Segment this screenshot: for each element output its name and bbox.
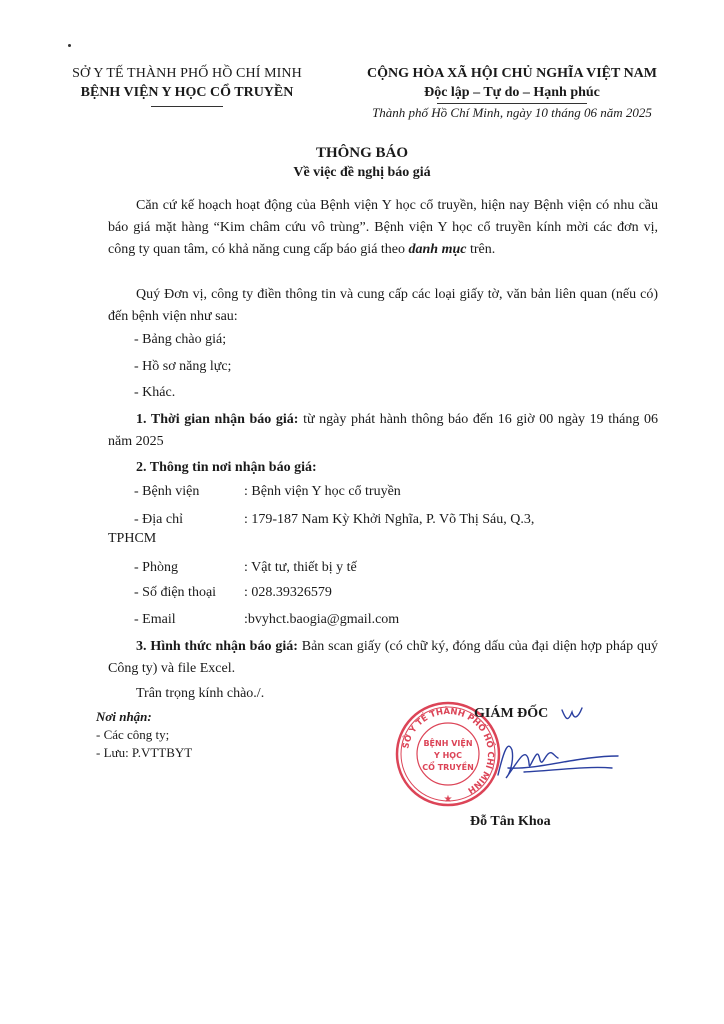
section1-label: 1. Thời gian nhận báo giá: <box>136 412 299 427</box>
request-paragraph <box>108 284 658 328</box>
stamp-center-line: CỔ TRUYỀN <box>422 763 474 772</box>
info-label: - Phòng <box>134 560 178 575</box>
national-header <box>336 66 688 121</box>
doc-item: - Hồ sơ năng lực; <box>134 359 232 374</box>
handwritten-signature-icon <box>468 700 638 810</box>
national-motto: Độc lập – Tự do – Hạnh phúc <box>424 85 600 100</box>
national-name: CỘNG HÒA XÃ HỘI CHỦ NGHĨA VIỆT NAM <box>366 66 657 81</box>
stamp-ring-text: SỞ Y TẾ THÀNH PHỐ HỒ CHÍ MINH <box>401 706 496 796</box>
section-receive-place <box>108 457 658 479</box>
info-label: - Số điện thoại <box>134 585 217 600</box>
signer-name: Đỗ Tân Khoa <box>470 814 551 829</box>
doc-item: - Bảng chào giá; <box>134 332 227 347</box>
svg-text:★: ★ <box>443 794 453 805</box>
recipient-item: - Các công ty; <box>96 727 170 742</box>
intro-paragraph <box>108 195 658 261</box>
section-receive-time <box>108 409 658 453</box>
intro-tail: trên. <box>466 242 496 257</box>
section3-text: Bản scan giấy (có chữ ký, đóng dấu của đại diện hợp pháp quý Công ty) và file Excel. <box>108 639 658 676</box>
address-continuation: TPHCM <box>108 531 157 546</box>
info-value: : Bệnh viện Y học cổ truyền <box>244 484 401 499</box>
issuer-underline <box>151 106 223 107</box>
title-subject: Về việc đề nghị báo giá <box>293 165 431 180</box>
document-title <box>0 145 724 181</box>
info-value: : 028.39326579 <box>244 585 332 600</box>
section3-label: 3. Hình thức nhận báo giá: <box>136 639 298 654</box>
section1-text: từ ngày phát hành thông báo đến 16 giờ 00 ngày 19 tháng 06 năm 2025 <box>108 412 659 449</box>
section-receive-method <box>108 636 658 680</box>
intro-emphasis: danh mục <box>408 242 467 257</box>
section2-label: 2. Thông tin nơi nhận báo giá: <box>136 460 317 475</box>
closing-line: Trân trọng kính chào./. <box>136 686 265 701</box>
info-value: :bvyhct.baogia@gmail.com <box>244 612 400 627</box>
issuer-hospital: BỆNH VIỆN Y HỌC CỔ TRUYỀN <box>80 85 294 100</box>
info-value: : Vật tư, thiết bị y tế <box>244 560 357 575</box>
stamp-center-line: Y HỌC <box>434 751 462 760</box>
info-value: : 179-187 Nam Kỳ Khởi Nghĩa, P. Võ Thị Sáu, Q.3, <box>244 512 535 527</box>
recipients-heading: Nơi nhận: <box>96 709 152 724</box>
info-label: - Bệnh viện <box>134 484 200 499</box>
issuer-header <box>52 66 322 107</box>
stamp-center-line: BỆNH VIỆN <box>423 739 473 748</box>
doc-item: - Khác. <box>134 385 176 400</box>
request-text: Quý Đơn vị, công ty điền thông tin và cung cấp các loại giấy tờ, văn bản liên quan (nếu có) đến bệnh viện như sau: <box>108 287 658 324</box>
info-label: - Email <box>134 612 176 627</box>
signature-title: GIÁM ĐỐC <box>474 706 549 721</box>
motto-underline <box>437 103 587 104</box>
recipient-item: - Lưu: P.VTTBYT <box>96 745 193 760</box>
info-label: - Địa chỉ <box>134 512 183 527</box>
recipients-block <box>96 708 192 762</box>
intro-text: Căn cứ kế hoạch hoạt động của Bệnh viện Y học cổ truyền, hiện nay Bệnh viện có nhu cầu báo giá mặt hàng “Kim châm cứu vô trùng”. Bệnh viện Y học cổ truyền kính mời các đơn vị, công ty quan tâm, có khả năng cung cấp báo giá theo <box>108 198 658 257</box>
scan-speck <box>68 44 71 47</box>
place-date: Thành phố Hồ Chí Minh, ngày 10 tháng 06 năm 2025 <box>372 105 652 120</box>
issuer-department: SỞ Y TẾ THÀNH PHỐ HỒ CHÍ MINH <box>72 66 302 81</box>
title-main: THÔNG BÁO <box>315 145 409 161</box>
